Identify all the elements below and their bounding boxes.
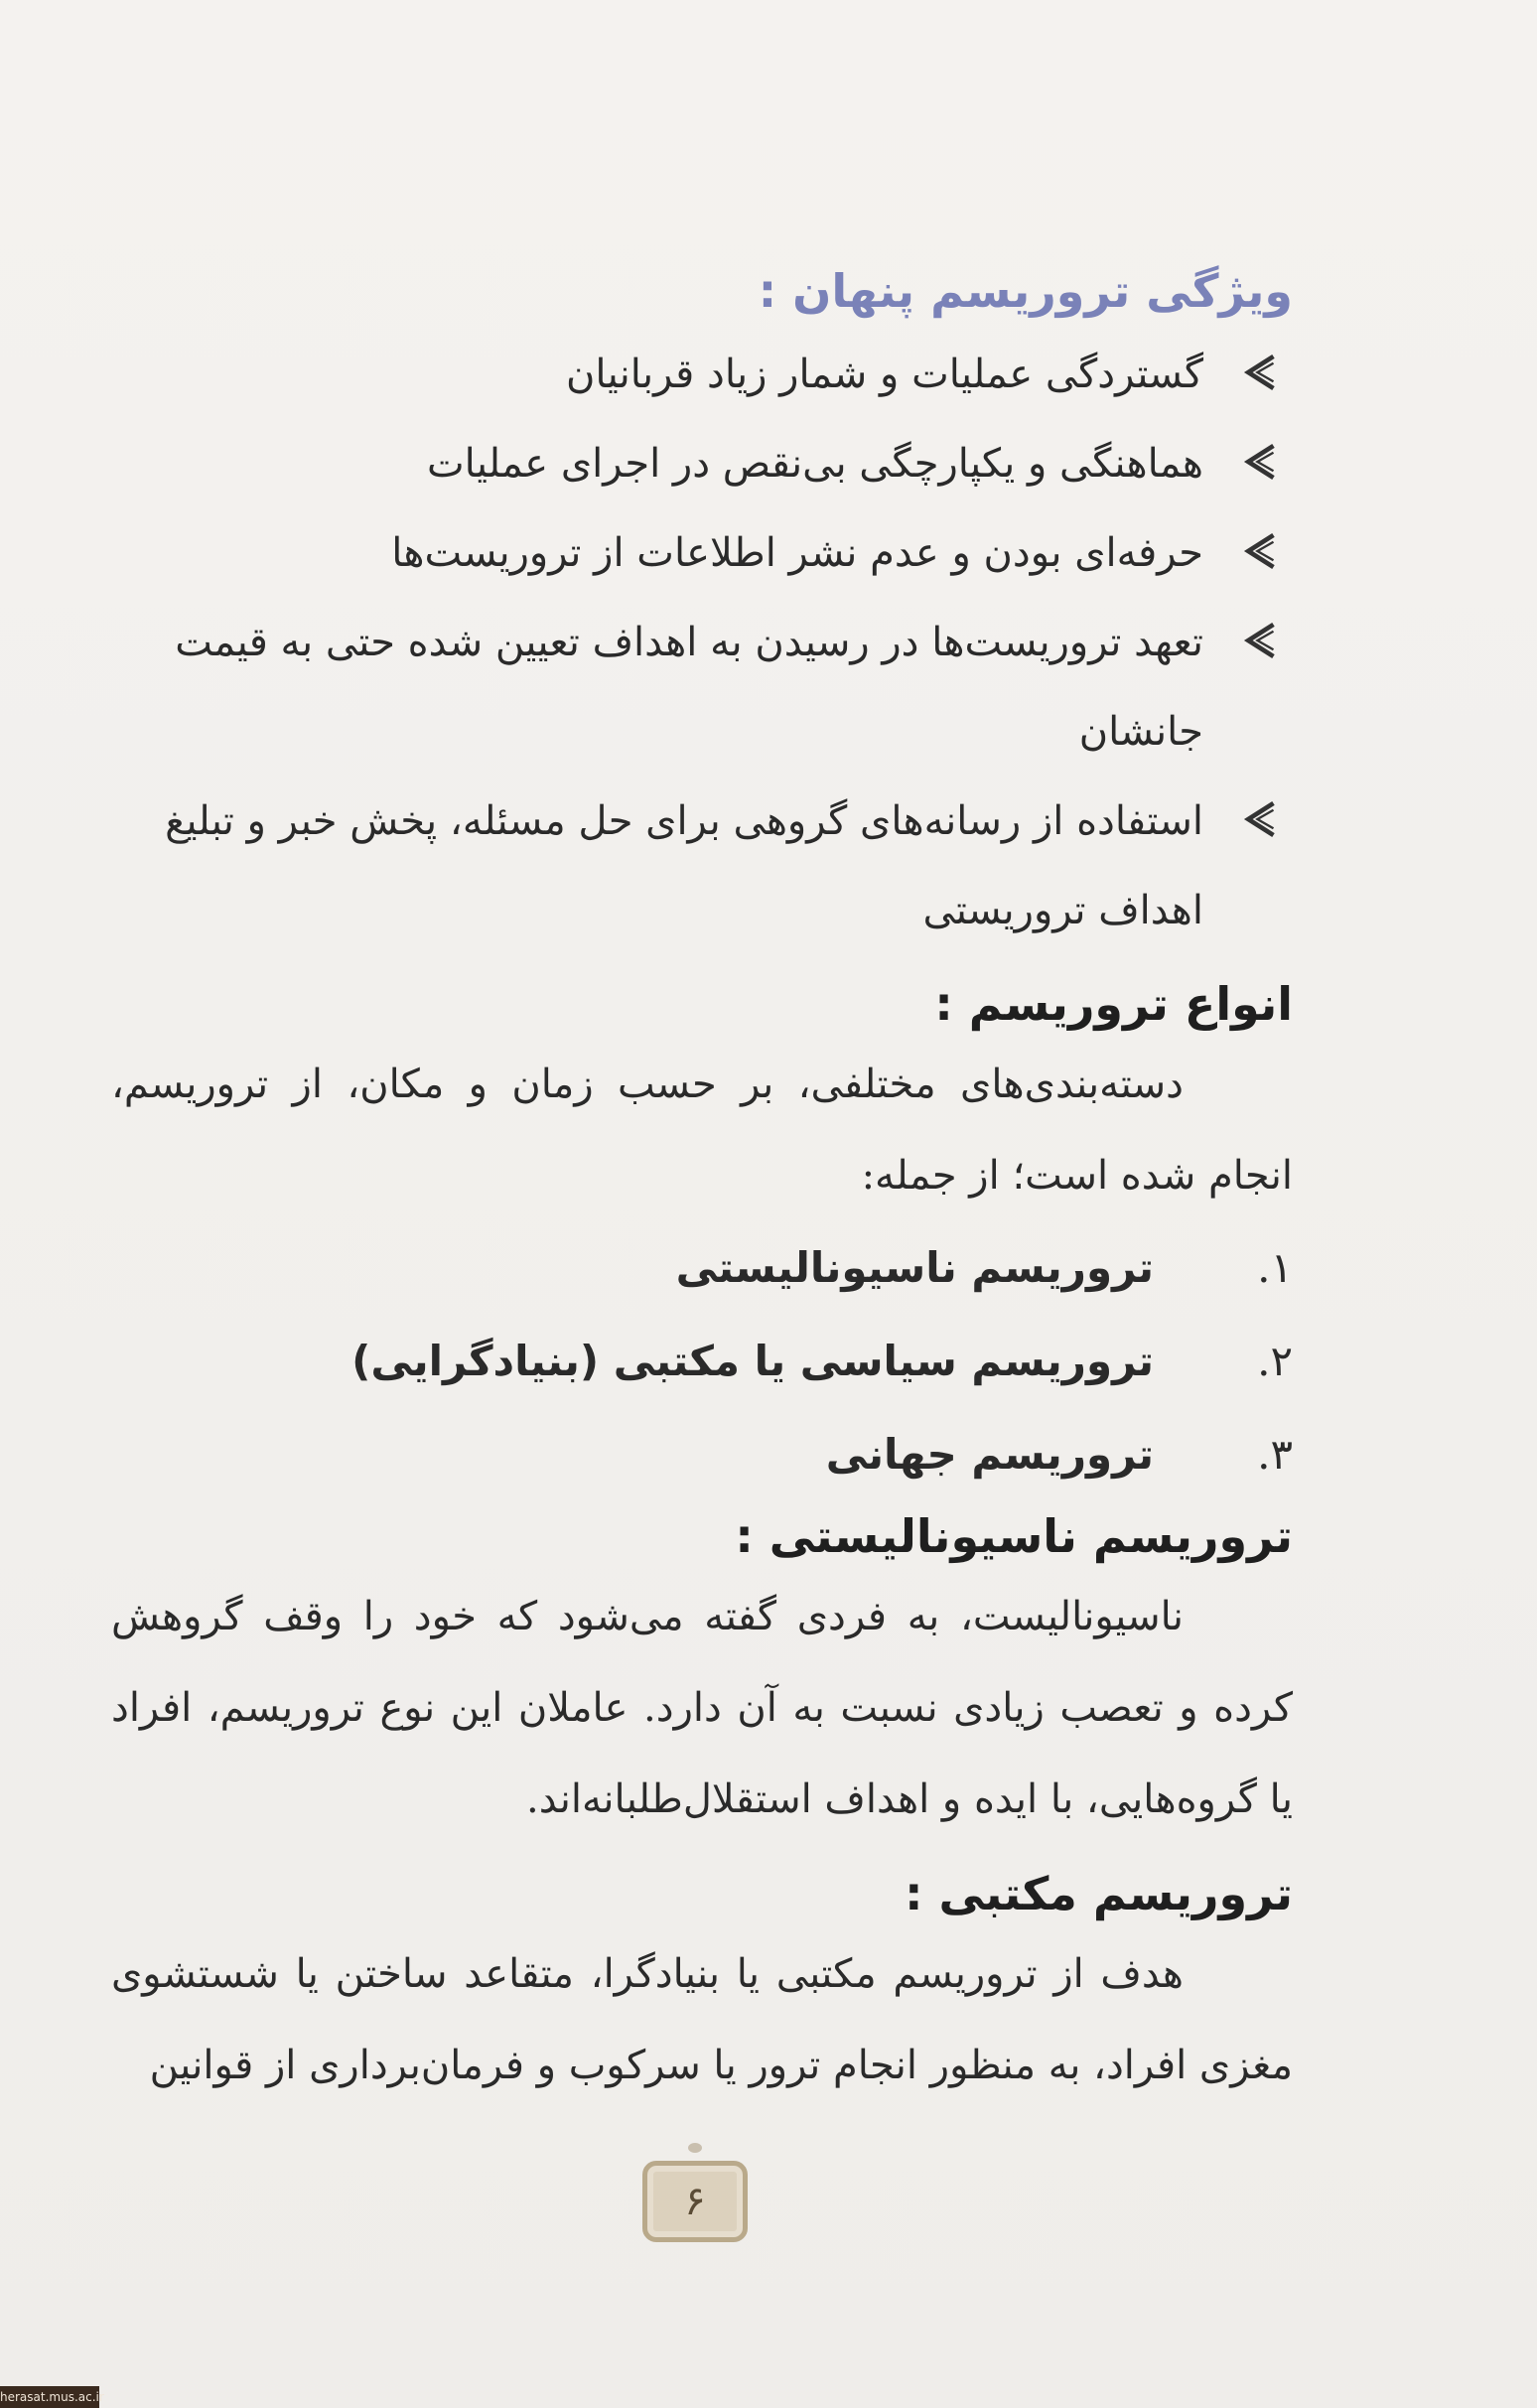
- type-number: ۱.: [1257, 1243, 1293, 1292]
- chevron-arrow-icon: [1239, 439, 1285, 485]
- types-heading: انواع تروریسم :: [934, 977, 1293, 1031]
- feature-item: [111, 598, 1293, 777]
- feature-item: [111, 777, 1293, 955]
- type-item: [111, 1315, 1293, 1408]
- features-list: [111, 330, 1293, 955]
- chevron-arrow-icon: [1239, 796, 1285, 842]
- nationalist-paragraph: ناسیونالیست، به فردی گفته می‌شود که خود را وقف گروهش کرده و تعصب زیادی نسبت به آن دارد. عاملان این نوع تروریسم، افراد یا گروه‌هایی، با ایده و اهداف استقلال‌طلبانه‌اند.: [111, 1594, 1293, 1822]
- ideological-heading: تروریسم مکتبی :: [905, 1867, 1293, 1920]
- feature-item: [111, 330, 1293, 419]
- types-list: [111, 1221, 1293, 1501]
- type-number: ۲.: [1257, 1337, 1293, 1385]
- watermark: herasat.mus.ac.ir: [0, 2386, 99, 2408]
- feature-text: تعهد تروریست‌ها در رسیدن به اهداف تعیین شده حتی به قیمت جانشان: [175, 620, 1203, 755]
- page-number-ornament: [688, 2143, 702, 2153]
- page-number: ۶: [684, 2179, 706, 2224]
- chevron-arrow-icon: [1239, 528, 1285, 574]
- page-number-badge: [642, 2161, 748, 2242]
- chevron-arrow-icon: [1239, 350, 1285, 395]
- feature-item: [111, 419, 1293, 508]
- feature-text: هماهنگی و یکپارچگی بی‌نقص در اجرای عملیات: [426, 441, 1203, 487]
- type-item: [111, 1408, 1293, 1501]
- features-heading: ویژگی تروریسم پنهان :: [758, 264, 1293, 318]
- ideological-paragraph: هدف از تروریسم مکتبی یا بنیادگرا، متقاعد ساختن یا شستشوی مغزی افراد، به منظور انجام ترور یا سرکوب و فرمان‌برداری از قوانین: [111, 1951, 1293, 2088]
- feature-item: [111, 508, 1293, 598]
- types-intro: دسته‌بندی‌های مختلفی، بر حسب زمان و مکان، از تروریسم، انجام شده است؛ از جمله:: [111, 1062, 1293, 1199]
- page-content: [111, 256, 1293, 2111]
- type-number: ۳.: [1257, 1430, 1293, 1479]
- feature-text: گستردگی عملیات و شمار زیاد قربانیان: [566, 352, 1203, 397]
- type-label: تروریسم جهانی: [825, 1430, 1154, 1479]
- type-label: تروریسم سیاسی یا مکتبی (بنیادگرایی): [351, 1337, 1154, 1385]
- nationalist-heading: تروریسم ناسیونالیستی :: [735, 1509, 1293, 1563]
- feature-text: حرفه‌ای بودن و عدم نشر اطلاعات از تروریست‌ها: [391, 530, 1203, 576]
- feature-text: استفاده از رسانه‌های گروهی برای حل مسئله، پخش خبر و تبلیغ اهداف تروریستی: [165, 798, 1203, 933]
- chevron-arrow-icon: [1239, 618, 1285, 663]
- type-label: تروریسم ناسیونالیستی: [675, 1243, 1154, 1292]
- type-item: [111, 1221, 1293, 1315]
